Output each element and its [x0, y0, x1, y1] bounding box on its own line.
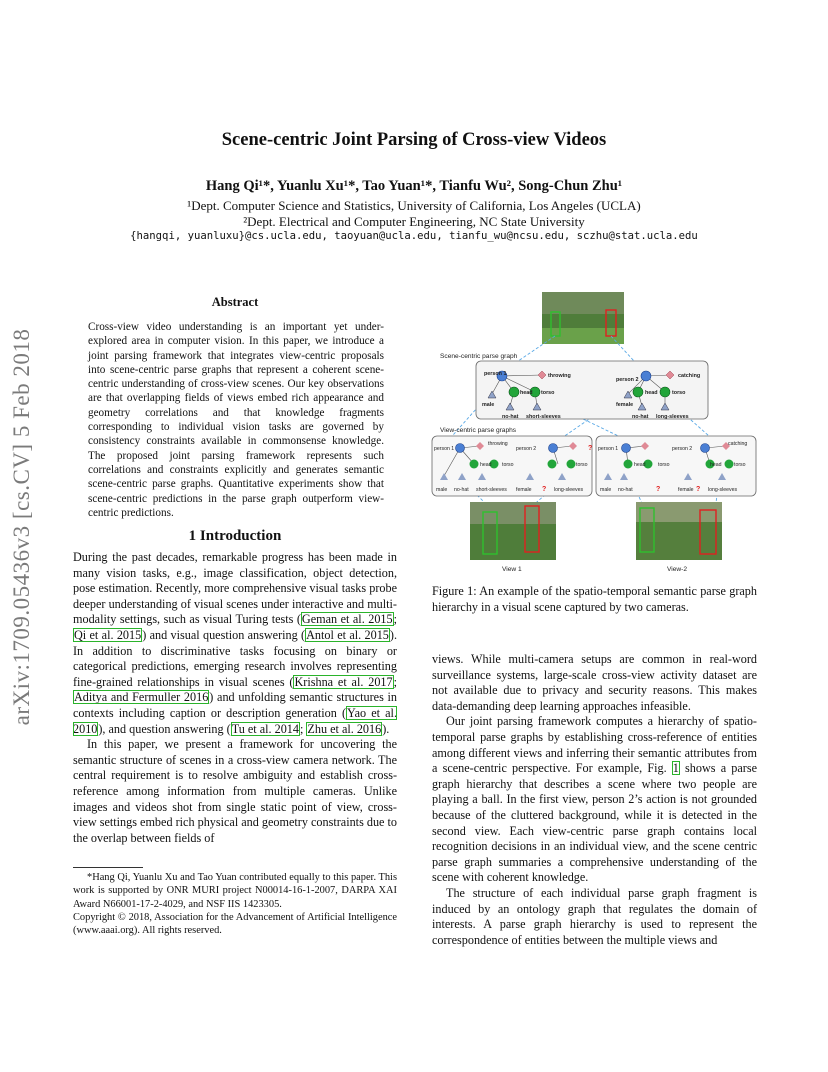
svg-text:head: head — [645, 390, 658, 396]
view1-photo — [470, 502, 556, 560]
svg-text:no-hat: no-hat — [502, 414, 519, 420]
footnote-rule — [73, 867, 143, 868]
svg-text:person 2: person 2 — [516, 446, 537, 452]
svg-text:female: female — [616, 402, 634, 408]
svg-text:head: head — [710, 462, 722, 468]
svg-text:person 2: person 2 — [616, 377, 639, 383]
footnote — [73, 871, 397, 937]
svg-text:?: ? — [588, 445, 593, 452]
svg-text:catching: catching — [728, 441, 748, 447]
intro-left-column — [73, 550, 397, 846]
paper-title: Scene-centric Joint Parsing of Cross-view Videos — [221, 130, 607, 150]
citation-qi[interactable]: Qi et al. 2015 — [74, 627, 142, 642]
citation-yao[interactable]: Yao et al. 2010 — [73, 705, 397, 736]
svg-text:male: male — [482, 402, 495, 408]
figure-reference-link[interactable]: 1 — [672, 761, 679, 776]
svg-text:long-sleeves: long-sleeves — [656, 414, 689, 420]
citation-zhu[interactable]: Zhu et al. 2016 — [307, 721, 382, 736]
svg-text:female: female — [678, 487, 694, 493]
svg-text:person 1: person 1 — [484, 371, 507, 377]
view-centric-label: View-centric parse graphs — [440, 427, 517, 434]
figure-caption: Figure 1: An example of the spatio-temporal semantic parse graph hierarchy in a visual scene captured by two cameras. — [432, 584, 757, 614]
view2-label: View-2 — [667, 566, 688, 573]
svg-text:no-hat: no-hat — [632, 414, 649, 420]
svg-text:torso: torso — [658, 462, 670, 468]
citation-krishna[interactable]: Krishna et al. 2017 — [294, 674, 393, 689]
right-column — [432, 652, 757, 948]
svg-text:torso: torso — [734, 462, 746, 468]
arxiv-stamp-text: arXiv:1709.05436v3 [cs.CV] 5 Feb 2018 — [9, 328, 34, 726]
abstract-text: Cross-view video understanding is an important yet under-explored area in computer vision. In this paper, we introduce a joint parsing framework that integrates view-centric proposals into scene-centric parse graphs that represent a coherent scene-centric understanding of cross-view scenes. Our key observations are that overlapping fields of views embed rich appearance and geometry correlations and that knowledge fragments corresponding to individual vision tasks are governed by consistency constraints available in commonsense knowledge. The proposed joint parsing framework represents such correlations and constraints explicitly and generates semantic scene-centric parse graphs. Quantitative experiments show that scene-centric predictions in the parse graph outperform view-centric predictions. — [88, 321, 384, 519]
affiliation-ucla: ¹Dept. Computer Science and Statistics, University of California, Los Angeles (UCLA) — [187, 198, 641, 213]
svg-text:long-sleeves: long-sleeves — [708, 487, 738, 493]
right-paragraph-2: Our joint parsing framework computes a hierarchy of spatio-temporal parse graphs by establishing cross-reference of entities among different views and inferring their semantic attributes from a scene-centric perspective. For example, Fig. 1 shows a parse graph hierarchy that describes a scene where two people are playing a ball. In the first view, person 2’s action is not grounded because of the cluttered background, while it is detected in the second view. Each view-centric parse graph contains local recognition decisions in an individual view, and the scene centric parse graph summaries a comprehensive understanding of the scene with coherent knowledge. — [432, 714, 757, 885]
right-paragraph-1: views. While multi-camera setups are common in real-word surveillance systems, large-scale cross-view activity dataset are not available due to privacy and security reasons. This makes data-demanding deep learning approaches infeasible. — [432, 652, 757, 713]
section-heading-introduction: 1 Introduction — [188, 528, 282, 544]
svg-text:torso: torso — [576, 462, 588, 468]
svg-text:?: ? — [696, 486, 701, 493]
svg-text:short-sleeves: short-sleeves — [476, 487, 507, 493]
svg-text:person 1: person 1 — [598, 446, 619, 452]
figure-parse-graph — [430, 288, 760, 578]
intro-paragraph-1: During the past decades, remarkable progress has been made in many vision tasks, e.g., image classification, object detection, pose estimation. Recently, more comprehensive visual tasks probe deeper understanding of visual scenes under interactive and multi-modality settings, such as visual Turing tests (Geman et al. 2015; Qi et al. 2015) and visual question answering (Antol et al. 2015). In addition to discriminative tasks focusing on binary or categorical predictions, emerging research involves representing fine-grained relationships in visual scenes (Krishna et al. 2017; Aditya and Fermuller 2016) and unfolding semantic structures in contexts including caption or description generation (Yao et al. 2010), and question answering (Tu et al. 2014; Zhu et al. 2016). — [73, 550, 397, 736]
scene-centric-label: Scene-centric parse graph — [440, 353, 518, 360]
citation-aditya[interactable]: Aditya and Fermuller 2016 — [74, 690, 209, 705]
svg-text:no-hat: no-hat — [454, 487, 469, 493]
view2-photo — [636, 502, 722, 560]
svg-text:female: female — [516, 487, 532, 493]
svg-text:male: male — [600, 487, 612, 493]
svg-text:catching: catching — [678, 373, 701, 379]
citation-tu[interactable]: Tu et al. 2014 — [231, 721, 299, 736]
svg-text:throwing: throwing — [488, 441, 508, 447]
right-paragraph-3: The structure of each individual parse graph fragment is induced by an ontology graph that regulates the domain of interests. A parse graph hierarchy is used to represent the correspondence of entities between the multiple views and — [432, 885, 757, 947]
view1-label: View 1 — [502, 566, 522, 573]
svg-text:person 2: person 2 — [672, 446, 693, 452]
svg-text:head: head — [520, 390, 533, 396]
author-list: Hang Qi¹*, Yuanlu Xu¹*, Tao Yuan¹*, Tianfu Wu², Song-Chun Zhu¹ — [205, 178, 623, 194]
svg-text:?: ? — [542, 486, 547, 493]
copyright-text: Copyright © 2018, Association for the Advancement of Artificial Intelligence (www.aaai.org). All rights reserved. — [73, 911, 397, 937]
svg-text:person 1: person 1 — [434, 446, 455, 452]
citation-antol[interactable]: Antol et al. 2015 — [306, 627, 389, 642]
svg-text:torso: torso — [541, 390, 555, 396]
svg-text:long-sleeves: long-sleeves — [554, 487, 584, 493]
abstract-heading: Abstract — [211, 295, 259, 309]
svg-text:male: male — [436, 487, 448, 493]
citation-geman[interactable]: Geman et al. 2015 — [301, 612, 393, 627]
author-emails: {hangqi, yuanluxu}@cs.ucla.edu, taoyuan@ucla.edu, tianfu_wu@ncsu.edu, sczhu@stat.ucla.edu — [130, 230, 698, 242]
svg-text:short-sleeves: short-sleeves — [526, 414, 561, 420]
svg-text:throwing: throwing — [548, 373, 571, 379]
svg-text:?: ? — [656, 486, 661, 493]
affiliation-ncsu: ²Dept. Electrical and Computer Engineering, NC State University — [243, 214, 585, 229]
svg-text:torso: torso — [672, 390, 686, 396]
intro-paragraph-2: In this paper, we present a framework for uncovering the semantic structure of scenes in a cross-view camera network. The central requirement is to resolve ambiguity and establish cross-reference among information from multiple cameras. Unlike images and videos shot from single static point of view, cross-view settings embed rich physical and geometry constraints due to the overlap between fields of — [73, 737, 397, 845]
svg-text:head: head — [480, 462, 492, 468]
footnote-text: *Hang Qi, Yuanlu Xu and Tao Yuan contributed equally to this paper. This work is supported by ONR MURI project N00014-16-1-2007, DARPA XAI Award N66001-17-2-4029, and NSF IIS 1423305. — [73, 872, 397, 910]
svg-text:no-hat: no-hat — [618, 487, 633, 493]
arxiv-stamp — [2, 292, 42, 762]
svg-text:torso: torso — [502, 462, 514, 468]
svg-text:head: head — [634, 462, 646, 468]
